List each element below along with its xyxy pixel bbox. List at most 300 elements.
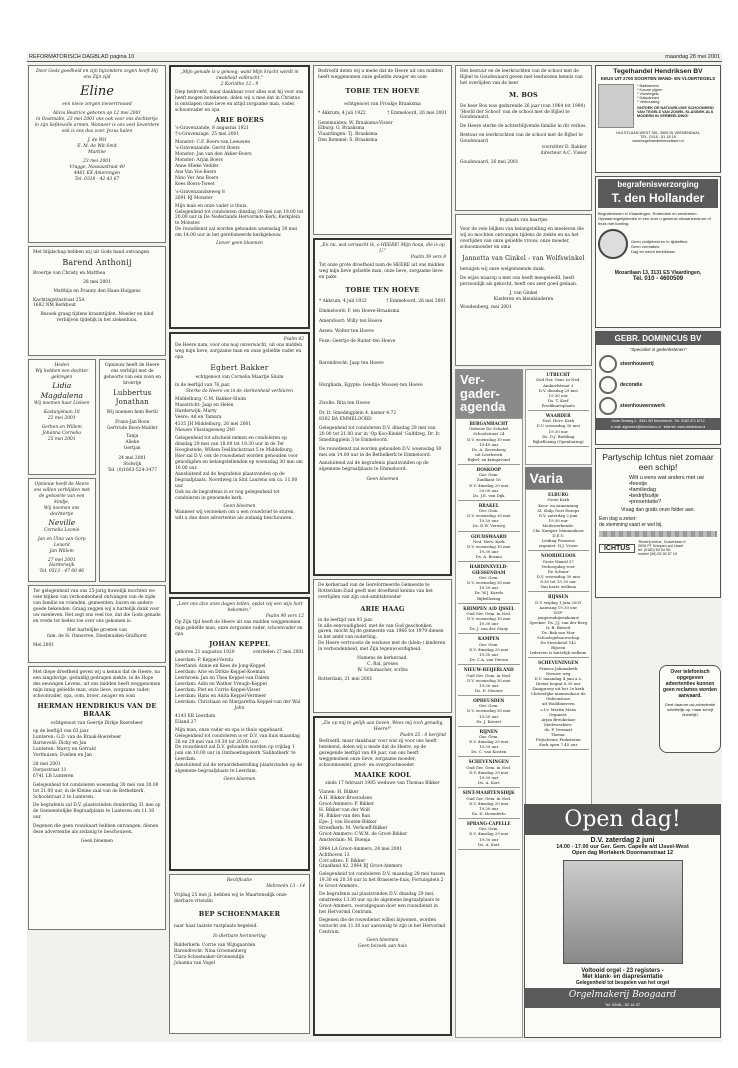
agenda-detail: Prijscheurs Pinksteren [535,737,581,743]
keppel-line: Leerdam: Hans en Anita Keppel-Vermeer [175,693,267,699]
telefonisch-notice [659,665,721,753]
vdbraak-line: 6741 LB Lunteren [33,773,74,779]
eline-line: in Oostmalle, 23 mei 2001 ons ook voor ons dochtertje [36,117,158,123]
neville-line: Jan Willem [49,548,74,554]
keppel-quote: „Leer ons alzo onze dagen tellen, opdat wij een wijs hart bekomen." [176,602,303,613]
bos-intro: Het bestuur en de leerkrachten van de school met de Bijbel te Goudswaard geven met leedwezen kennis van het overlijden van de heer [460,69,583,86]
agenda-detail: Arjan Breukelaar [541,716,576,722]
jubileum-line: fam. de H. Onnevree, Dieslmuiden-Grafhorst [47,633,147,639]
dominicus-row [599,397,717,415]
agenda-detail: Schoolsgebouwschap [537,635,580,641]
boers-line: Ans Van Vos-Boers [175,169,217,175]
kool-quote: „Zie op mij te gelijk aan boven, Wees mij toch genadig, Heere!" [321,721,444,732]
decoratie-icon [599,376,617,394]
keppel-obituary [169,597,310,871]
schoenmaker-line: Clara Schoemaker-Groenendijk [174,955,244,961]
opendag-tel: Tel. 0546 - 52 16 37 [525,1002,720,1008]
hollander-line: Begrafenissen in Vlaardingen, Rotterdam en omstreken. [598,211,698,216]
agenda-place: KAMPEN [477,636,500,642]
kool-line: Gelegenheid tot condoleren D.V. maandag 28 mei tussen 19.30 en 20.30 uur in het Brasserie-huis, Fortuinplein 2 te Groot-Ammers. [319,872,446,890]
agenda-detail: Oud Ger. Gem. in Ned. [466,795,512,801]
agenda-detail: ds. P. Vermaat [544,726,573,732]
agenda-detail: 20.00 uur [479,487,499,493]
eline-announcement [28,65,166,243]
lubbertus-line: Gertjan [123,446,141,452]
agenda-detail: 19.30 uur [479,836,499,842]
agenda-detail: Kerk open 7.45 uur [539,742,578,748]
jubileum-line: Ter gelegenheid van ons 25-jarig huwelijk mochten we vele blijken van verbondenheid ontvangen van de zijde van familie en vrienden, gemeenten, buren en andere goede bekenden. Graag zeggen wij u hartelijk dank voor uw meeleven. Het zegt ons veel toe, dat die Gods genade en vrede tot heden toe over ons gekomen is. [33,589,161,624]
column-3 [313,65,452,1039]
lubbertus-line: Wij noemen hem Bertil [106,409,158,415]
keppel-intro: Op Zijn tijd heeft de Heere uit ons midden weggenomen mijn geliefde man, onze zorgzame vader, schoonvader en opa [175,619,303,637]
agenda-detail: Van harte welkom [540,584,577,590]
lidia-line: gekregen [51,374,73,380]
ichtus-brand: ICHTUS [599,544,635,553]
agenda-place: ELBURG [548,492,569,497]
agenda-detail: Schoolstraat 24 [473,431,505,437]
ichtus-line: •bedrijfsuitje [629,493,659,500]
agenda-detail: Spreker: Ds. J.J. van der Berg [529,619,588,625]
bakker-line: Harderwijk: Marty [175,408,217,414]
barend-line: Kachtingstinstraat 25A [33,297,85,303]
boers-quote: „Mijn genade is u genoeg; want Mijn kracht wordt in zwakheid volbracht." [180,70,299,81]
tenhoeve2-line: Foxe: Geertje de Ruiter-ten Hoeve [319,339,396,345]
ichtus-contact: tel. (0180) 50 04 90, [638,548,672,553]
bakker-line: Gelegenheid tot afscheid nemen en condoleren op dinsdag 29 mei van 18.00 tot 19.30 uur in de Ter Hooghstede, Willem Teellinckstraat 5 te Middelburg. [175,436,294,454]
neville-line: Jan en Ulna van Gorp [37,536,86,542]
agenda-place: HARDINXVELD-GIESSENDAM [469,564,508,575]
agenda-detail: uit Waddinxveen [541,701,575,707]
tenhoeve2-line: † Emmeloord, 26 mei 2001 [386,299,446,305]
vanginkel-name: Jannetta van Ginkel - van Wolfswinkel [462,254,585,262]
eline-line: in zijn liefdevolle armen. Wanneer is ons veel lieverdere [34,123,160,129]
barend-line: Broertje van Christy en Matthea [33,270,106,276]
agenda-detail: jongerenbijeenkomst [537,614,580,620]
tegelhandel-list: * Verbouwing [637,100,660,105]
agenda-place: SINT-MAARTENSDIJK [462,790,515,796]
agenda-detail: Ir. B. Bieseit [546,625,571,630]
ichtus-line: de stemming vaart er wel bij. [599,522,663,529]
eline-line: Alicia Beatrice geboren op 12 mei 2001 [52,111,142,117]
tegelhandel-tel: TEL. 0318 - 51 18 18 [640,135,676,140]
agenda-item [458,757,520,788]
agenda-item [528,658,590,750]
agenda-detail: Ds. T. Korf [547,397,569,403]
tegelhandel-web: www.tegelhandelhendriksen.nl [632,139,684,144]
agenda-detail: Zuidkant 16 [476,477,501,483]
agenda-detail: Bijbel- en kringavond [467,456,510,462]
agenda-detail: 19.45 uur [479,441,499,447]
agenda-detail: D.V. woensdag 30 mei [536,573,580,579]
boers-name: ARIE BOERS [214,115,265,124]
agenda-detail: 19.30 uur [479,805,499,811]
kool-line: Graafland 42, 2964 BJ Groot-Ammers [319,864,403,870]
boers-line: 's-Gravenzandseweg 8 [175,189,225,195]
tenhoeve-family-obituary [313,65,452,235]
agenda-detail: Iedereen is hartelijk welkom [530,650,587,656]
boers-obituary [169,65,310,329]
barend-line: Bezoek graag tijdens kraamtijden. Moeder en kind verblijven tijdelijk in het ziekenhuis. [40,312,154,324]
schoenmaker-notice [169,874,310,1034]
tegelhandel-slogan: ONTDEK DE NATUURLIJKE SCHOONHEID VAN TEGELS VAN ZOWEL KLASSIEK ALS MODERN IN VERBEELDING! [637,106,714,119]
agenda-item [458,665,520,696]
kool-line: sinds 17 februari 1985 weduwe van Thomas Bikker [325,781,440,787]
agenda-detail: 19.30 uur [548,428,568,434]
haag-line: C. Bal, preses [367,662,398,668]
agenda-item [458,819,520,850]
agenda-detail: Ger. Gem. [478,826,499,832]
agenda-detail: Chr. Kamper Mannenkoor D.E.V. [532,527,584,538]
bakker-line: Ook na de begrafenis is er nog gelegenheid tot condoleren in genoemde kerk. [175,489,280,501]
lidia-line: Johanna Cornelia [42,430,81,436]
schoenmaker-name: BEP SCHOENMAKER [198,909,281,918]
eline-intro: Door Gods goedheid en zijn bijzondere zegen heeft Hij ons Zijn zijd [36,69,158,80]
tenhoeve2-intro: Tot onze grote droefheid nam de HEERE uit ons midden weg mijn lieve geliefde man, onze lieve, zorgzame lieve en pake [319,262,445,280]
agenda-detail: 19.30 uur [479,549,499,555]
kool-line: Achthoven 13 [319,852,350,858]
haag-line: W. Schumacher, scriba [357,668,408,674]
agenda-detail: Verkoopdag voor [541,563,575,569]
vanginkel-thanks [455,214,592,366]
opendag-line: 14.00 - 17.00 uur Ger. Gem. Capelle a/d IJssel-West [556,844,689,850]
agenda-detail: D.V. woensdag 30 mei [467,544,511,550]
tenhoeve1-line: Elburg: G. Braaksma [318,126,365,132]
agenda-place: NOORDELOOS [540,553,576,559]
hollander-tel: Tel. 010 - 4600509 [632,276,684,282]
lidia-name: Lidia Magdalena [40,380,83,400]
agenda-detail: De Stroeketel 142 [540,640,577,646]
haag-line: In alle eenvoudigheid, met de van God geschonken gaven, mocht hij de gemeente van 1966 tot 1979 dienen in het ambt van ouderling. [318,623,444,641]
organ-photo-icon [563,860,683,964]
bakker-ref: Psalm 42 [283,337,304,342]
varia-header: Varia [525,467,593,489]
boers-line: 's-Gravenzande: Gerrit Boers [175,146,240,152]
bos-line: Goudswaard, 26 mei 2001 [460,160,519,166]
boers-ref: 2 Korinthe 12 : 9 [220,81,259,87]
neville-name: Neville [48,517,76,527]
opendag-title: Open dag! [525,805,720,835]
agenda-detail: uit Leerbroek [475,451,503,457]
kool-line: Epe: J. van Houten-Bikker [319,819,377,825]
boers-line: De rouwdienst zal worden gehouden woensdag 30 mei om 14.00 uur in het gerefomeerde kerkgebouw. [175,227,297,239]
tegelhandel-list: * Vloertegels [637,92,659,97]
lidia-line: Heden [54,363,70,368]
agenda-item [458,788,520,819]
boers-line: Mijn man en onze vader is thuis. [175,203,248,209]
keppel-name: JOHAN KEPPEL [209,639,270,648]
haag-line: Rotterdam, 21 mei 2001 [318,677,373,683]
kool-intro: Bedroefd, maar dankbaar voor wat zij voor ons heeft betekend, delen wij u mede dat de Heere, op de gezegende leeftijd van 89 jaar, van ons heeft weggenomen onze lieve, zorgzame moeder, schoonmoeder, groot- en overgrootmoeder [319,738,437,768]
kool-line: Vianen: H. Bikker [319,790,359,796]
bos-line: De Heere sterke de achterblijvende familie in dit verlies. [460,124,587,130]
telefonisch-title: Over telefonisch opgegeven advertenties kunnen geen reclames worden aanvaard. [663,669,717,699]
jubileum-thanks [28,585,166,663]
kool-line: Groot-Ammers: P. Bikker [319,802,374,808]
lubbertus-line: Tel. (0)1603-524-3477 [107,468,157,474]
agenda-place: GOUDSWAARD [470,533,507,539]
boers-line: Monster: Jan van den Akker-Boers [175,152,252,158]
column-2 [169,65,310,1037]
hollander-address: Mozartlaan 13, 3131 ES Vlaardingen, [614,270,702,276]
kool-line: A.H. Bikker-Broeradsen [319,796,373,802]
tenhoeve2-line: Gelegenheid tot condoleren D.V. dinsdag 29 mei van 20.00 tot 21.00 uur in 'Op Koo-Kindel' Gulfdreg, Dr. Ir. Smedingplein 3 te Emmeloord. [319,425,441,443]
dominicus-address: Oude Zeeweg 2 - 8391 SR Moordrecht - Tel. 0182-371 6712 [596,418,720,424]
ichtus-contact: 2926 PT Krimpen a/d IJssel [638,544,684,549]
neville-line: Opnieuw heeft de Heere ons willen verblijden met de geboorte van een kindje. [33,482,90,505]
agenda-header [455,369,523,418]
vanginkel-line: J. van Ginkel [509,290,538,296]
vdbraak-line: op de leeftijd van 63 jaar. [33,729,90,735]
tegelhandel-list: * Dakpannen [637,96,659,101]
header-left: REFORMATORISCH DAGBLAD pagina 10 [29,54,135,60]
agenda-title: Ver- [460,372,485,387]
tenhoeve2-line: Zwolle: Rita ten Hoeve [319,400,370,406]
kool-obituary [313,716,452,1036]
bos-name: M. BOS [509,90,538,99]
jubileum-line: Mei 2001 [33,642,55,648]
agenda-detail: 19.30 uur [479,775,499,781]
kool-line: Geen bloemen [366,937,399,943]
agenda-detail: Ds. D.W. Verweij [472,523,505,529]
agenda-place: BOSKOOP [476,466,501,472]
agenda-detail: Gebouw De Schakel [468,426,509,432]
hollander-ad [595,176,721,328]
agenda-detail: 19.30 uur [548,517,568,523]
dominicus-ad [595,331,721,445]
eline-line: Vrugge, Nassaustraat 40 [69,164,125,170]
agenda-title: gader- [460,385,500,401]
ichtus-line: Een dag a zeker: [599,516,637,523]
agenda-detail: Ger. Gem. [478,575,499,581]
haag-notice [313,579,452,713]
page-header [27,52,722,62]
keppel-line: Leerdam: Piet en Corrie Keppel-Visser [175,688,261,694]
agenda-detail: Aanvang 19.30 uur [539,604,578,610]
eline-line: 4461 EX Amerongen [73,170,121,176]
agenda-detail: Zanggroep uit het 2e kerk [532,686,585,692]
haag-line: De Heere vertrooste de weduwe met de (klein-) kinderen in verbondenheid, met Zijn tegenwoordigheid. [318,641,446,653]
agenda-place: SPRANG-CAPELLE [466,820,511,826]
lubbertus-announcement [99,359,167,582]
ichtus-divider [599,531,717,537]
tenhoeve2-line: * Akkrum, 4 juli 1922 [319,299,367,305]
schoenmaker-title: Rectificatie [226,878,253,883]
agenda-detail: D.V. dinsdag 29 mei [469,482,509,488]
schoenmaker-line: In dierbare herinnering [213,934,266,940]
vdbraak-line: 28 mei 2001 [33,761,61,767]
lubbertus-line: Gertrude Boon-Mulder [106,425,158,431]
kool-name: MAAIKE KOOL [354,770,411,779]
ichtus-line: Vraag dan gratis onze folder aan. [621,507,695,514]
keppel-line: Leerdam: P. Keppel-Verslu [175,658,234,664]
bakker-name: Egbert Bakker [210,362,269,372]
opendag-line: D.V. zaterdag 2 juni [590,837,655,844]
agenda-detail: Medewerkende: [542,522,575,528]
agenda-place: BRAKEL [478,502,499,508]
keppel-line: Leerdam: Christiaan en Margaretha Keppel-van der Wal [175,699,301,705]
agenda-detail: D.V. woensdag 30 mei [467,616,511,622]
boers-line: Liever geen bloemen [216,241,263,247]
vdbraak-line: Lunteren: G.D. van de Braak-Boerebeer [33,735,122,741]
dominicus-contact: e-mail: algemeen@dominicus.nl · internet: www.dominicus.nl [596,424,720,430]
vdbraak-line: echtgenoot van Geertje Dirkje Boerebeer [51,721,143,727]
tenhoeve-obituary [313,238,452,576]
bakker-intro: De Heere nam, voor ons nog onverwacht, uit ons midden weg mijn lieve, zorgzame man en onze geliefde vader en opa [175,342,303,360]
agenda-detail: Grote Kerk [547,497,570,503]
agenda-place: RIJSSEN [548,594,569,600]
tenhoeve1-line: † Emmeloord, 26 mei 2001 [387,110,447,116]
bakker-line: 4335 JH Middelburg, 26 mei 2001 [175,422,252,428]
barend-announcement [28,246,166,356]
agenda-detail: Ds. J. Kieviet [476,718,502,724]
kool-line: Groot-Ammers: C.W.M. de Groot-Bikker [319,831,408,837]
agenda-place: NIEUW-BEIJERLAND [463,667,514,673]
bos-notice [455,65,592,211]
agenda-detail: 19.30 uur [479,744,499,750]
agenda-item [528,551,590,592]
jubileum-line: Met hartelijke groeten van [67,627,127,633]
agenda-detail: o.l.v. Martin Mans [540,706,577,712]
boers-line: Anne Mieke Vedder [175,163,219,169]
vdbraak-line: Vorthuizen: Evelien en Jan [33,752,92,758]
neville-announcement [28,478,96,582]
agenda-place: SCHEVENINGEN [468,759,509,765]
boers-line: 's-Gravenzande, 8 augustus 1921 [175,126,249,132]
tenhoeve1-intro: Bedroefd delen wij u mede dat de Heere uit ons midden heeft weggenomen onze geliefde zwager en oom [318,69,443,80]
agenda-detail: D.V. dinsdag 29 mei [538,387,578,393]
bos-line: Bestuur en leerkrachten van de school met de Bijbel te Goudswaard [460,133,583,145]
ichtus-line: •presentatie? [629,499,662,506]
tenhoeve1-line: echtgenoot van Froukje Braaksma [344,101,421,107]
agenda-place: SCHEVENINGEN [538,660,579,666]
agenda-list [455,418,523,1038]
agenda-detail: D.V. woensdag 30 mei [467,513,511,519]
kool-line: 2964 LA Groot-Ammers, 24 mei 2001 [319,846,403,852]
bakker-line: Maastricht: Jaap en Helen [175,402,234,408]
dominicus-row-label: decoratie [620,382,643,388]
agenda-detail: D.V. woensdag 30 mei [467,580,511,586]
tegelhandel-address: HULSTLAAN WEST 381, 3905 IN VEENENDAAL [616,131,700,136]
agenda-detail: Oud Ger. Gem. in Ned. [466,611,512,617]
haag-intro: De kerkeraad van de Gereformeerde Gemeente te Rotterdam-Zuid geeft met droefheid kennis van het overlijden van zijn oud-ambtsbroeder [318,583,433,600]
tenhoeve2-line: Barendrecht: Jaap ten Hoeve [319,361,384,367]
opendag-ad [524,804,721,1038]
barend-line: Matthijs en Franny den Haan-Huijgens [53,288,141,294]
agenda-detail: Ned. Herv. Kerk [472,538,505,544]
boers-line: Gelegenheid tot condoleren dinsdag 29 mei van 19.00 tot 20.00 uur in De Nederlands Hervormde Kerk, Kerkplein te Monster. [175,209,304,227]
schoenmaker-line: Barendrecht: Nina Groenenberg [174,949,247,955]
kool-line: Streefkerk: M. Verhoeff-Bikker [319,825,388,831]
agenda-item [458,501,520,532]
vdbraak-name: HERMAN HENDRIKUS VAN DE BRAAK [37,701,157,719]
tenhoeve1-line: Vlaardingen: Tj. Braaksma [318,132,378,138]
keppel-line: Aansluitend zal de teraardebestelling plaatsvinden op de algemene begraafplaats te Leerdam. [175,763,302,775]
agenda-detail: Gar. Gem. [478,472,499,478]
bakker-line: Hier zal D.V. ook de rouwdienst worden gehouden voor genodigden en belangstellenden op woensdag 30 mei om 10.00 uur. [175,454,303,471]
keppel-line: Eiland 27 [175,719,197,725]
lubbertus-name: Lubbertus Jonathan [113,388,152,407]
hollander-line: Geen vrolijkheid en in tijdseffect. [631,239,689,244]
vdbraak-line: Dorpsstraat 11 [33,767,67,773]
schoenmaker-line: Johanna van Vogel [174,961,216,967]
ichtus-ad [595,448,721,598]
tegelhandel-title: Tegelhandel Hendriksen BV [613,68,703,75]
vanginkel-line: Woudenberg, mei 2001 [460,305,512,311]
agenda-detail: D.V. dinsdag 29 mei [469,800,509,806]
eline-line: J. de Wit [87,138,107,144]
agenda-detail: Prinses Julianakerk [539,665,578,671]
boers-line: †'s-Gravenzage, 25 mei 2001 [175,132,240,138]
column-1 [28,65,166,933]
agenda-place: KRIMPEN A/D IJSSEL [463,605,515,611]
lidia-line: Wij hebben een dochter [35,368,89,374]
eline-name: Eline [80,83,114,99]
tenhoeve2-name: TOBIE TEN HOEVE [345,285,420,294]
agenda-item [458,696,520,727]
agenda-detail: Ds. J. van der Staay [469,626,509,632]
agenda-detail: Ds. A. Kort [478,841,500,847]
boers-line: Monster: C.F. Boers-van Leeuwen [175,140,251,146]
haag-line: in de leeftijd van 93 jaar. [318,617,374,623]
agenda-detail: Grote Waard 37 [542,558,574,564]
eline-line: ook is ons dus voor. Jezus halen [61,129,133,135]
agenda-detail: Ds. W.J. Karels [474,590,503,596]
agenda-item [528,592,590,658]
agenda-detail: Predikantsplaats [541,402,575,408]
ichtus-line: Wilt u eens wat anders met uw •feestje [629,475,704,488]
hollander-logo-icon [598,229,628,259]
vanginkel-title: In plaats van kaartjes [499,218,548,223]
barend-name: Barend Anthonij [62,257,132,267]
tenhoeve1-name: TOBIE TEN HOEVE [345,86,420,95]
vanginkel-line: betuigen wij onze welgemeende dank. [460,266,546,272]
bakker-line: Aansluitend zal de begrafenis plaatsvinden op de begraafplaats, Noordweg in Sint Laurens om ca. 11.00 uur. [175,471,298,489]
bakker-obituary [169,332,310,594]
agenda-detail: Leiding Prinsens [541,538,575,544]
keppel-line: overleden 27 mei 2001 [252,650,304,656]
agenda-item [528,370,590,411]
agenda-detail: Ds. J.E. van Dijk [472,492,505,498]
ichtus-contact: mobiel (06) 52 90 57 10 [638,552,677,557]
ichtus-line: •familiedag [629,487,656,494]
tenhoeve2-line: Dr. Ir. Smedingplein 4, kamer 4-72 [319,410,397,416]
kool-line: M. Bikker-van den Ban [319,813,371,819]
dominicus-slogan: "Specialist in gedenkstenen" [629,347,687,352]
tenhoeve2-ref: Psalm 39 vers 8 [410,254,446,260]
agenda-detail: Ger. Gem. [478,508,499,514]
keppel-line: John [234,705,245,711]
hollander-sub: begrafenisverzorging [598,179,718,190]
agenda-detail: Organist: [549,711,568,717]
dominicus-title: GEBR. DOMINICUS BV [596,332,720,345]
vdbraak-line: Lunteren: Marcy en Gerrald [33,746,96,752]
agenda-detail: Gar. Gem. [478,734,499,740]
agenda-detail: D.V. maandag 4 juni a.s. [534,676,582,682]
scheveningen-row [595,601,721,756]
bakker-line: Sterke do Heere on in de sterkenheid verbluren [186,388,293,394]
agenda-detail: D.V. woensdag 30 mei [467,436,511,442]
lidia-line: Gerben en Willem [41,424,82,430]
agenda-detail: D.V. woensdag 30 mei [467,677,511,683]
eline-line: Tel. 0318 - 42 43 67 [74,176,120,182]
neville-line: Cornelia Leonie [44,527,80,533]
dominicus-row-label: steenhouwerij [620,361,654,367]
agenda-detail: Ger. Gem. [478,641,499,647]
agenda-detail: Sl. Shilp Goei Europs [537,507,580,513]
opendag-brand: Orgelmakerij Boogaard [525,988,720,1002]
vanginkel-line: De wijze waarop u met ons heeft meegeleefd, heeft persoonlijk als gekocht, heeft ons zeer goed gedaan. [460,275,578,287]
agenda-detail: 19.30 uur [479,713,499,719]
